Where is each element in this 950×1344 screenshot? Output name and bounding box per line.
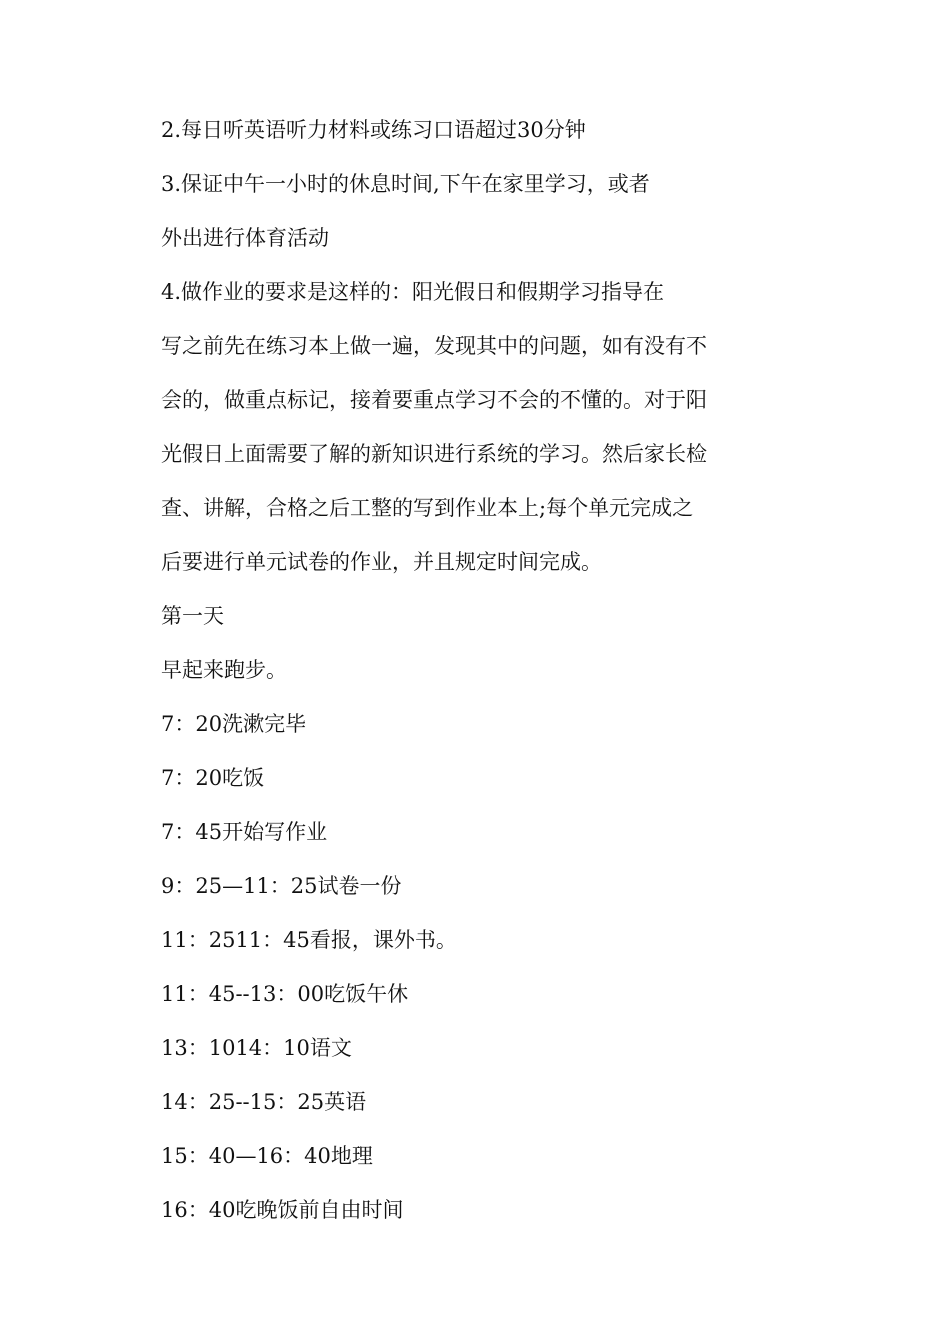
schedule-item: 7：45开始写作业 bbox=[161, 820, 328, 844]
text-line-9: 后要进行单元试卷的作业，并且规定时间完成。 bbox=[161, 550, 602, 574]
text-line-6: 会的，做重点标记，接着要重点学习不会的不懂的。对于阳 bbox=[161, 388, 707, 412]
section-heading-day-one: 第一天 bbox=[161, 604, 224, 628]
schedule-item: 16：40吃晚饭前自由时间 bbox=[161, 1198, 404, 1222]
schedule-item: 14：25--15：25英语 bbox=[161, 1090, 367, 1114]
schedule-item: 15：40—16：40地理 bbox=[161, 1144, 373, 1168]
schedule-item: 9：25—11：25试卷一份 bbox=[161, 874, 402, 898]
schedule-item: 11：2511：45看报，课外书。 bbox=[161, 928, 457, 952]
schedule-item: 早起来跑步。 bbox=[161, 658, 287, 682]
text-line-7: 光假日上面需要了解的新知识进行系统的学习。然后家长检 bbox=[161, 442, 707, 466]
text-line-1: 2.每日听英语听力材料或练习口语超过30分钟 bbox=[161, 118, 586, 142]
schedule-item: 11：45--13：00吃饭午休 bbox=[161, 982, 409, 1006]
schedule-item: 7：20吃饭 bbox=[161, 766, 265, 790]
text-line-4: 4.做作业的要求是这样的：阳光假日和假期学习指导在 bbox=[161, 280, 665, 304]
schedule-item: 7：20洗漱完毕 bbox=[161, 712, 307, 736]
text-line-2: 3.保证中午一小时的休息时间,下午在家里学习，或者 bbox=[161, 172, 650, 196]
text-line-5: 写之前先在练习本上做一遍，发现其中的问题，如有没有不 bbox=[161, 334, 707, 358]
document-body bbox=[161, 111, 781, 1245]
schedule-item: 13：1014：10语文 bbox=[161, 1036, 352, 1060]
text-line-3: 外出进行体育活动 bbox=[161, 226, 329, 250]
text-line-8: 查、讲解，合格之后工整的写到作业本上;每个单元完成之 bbox=[161, 496, 694, 520]
